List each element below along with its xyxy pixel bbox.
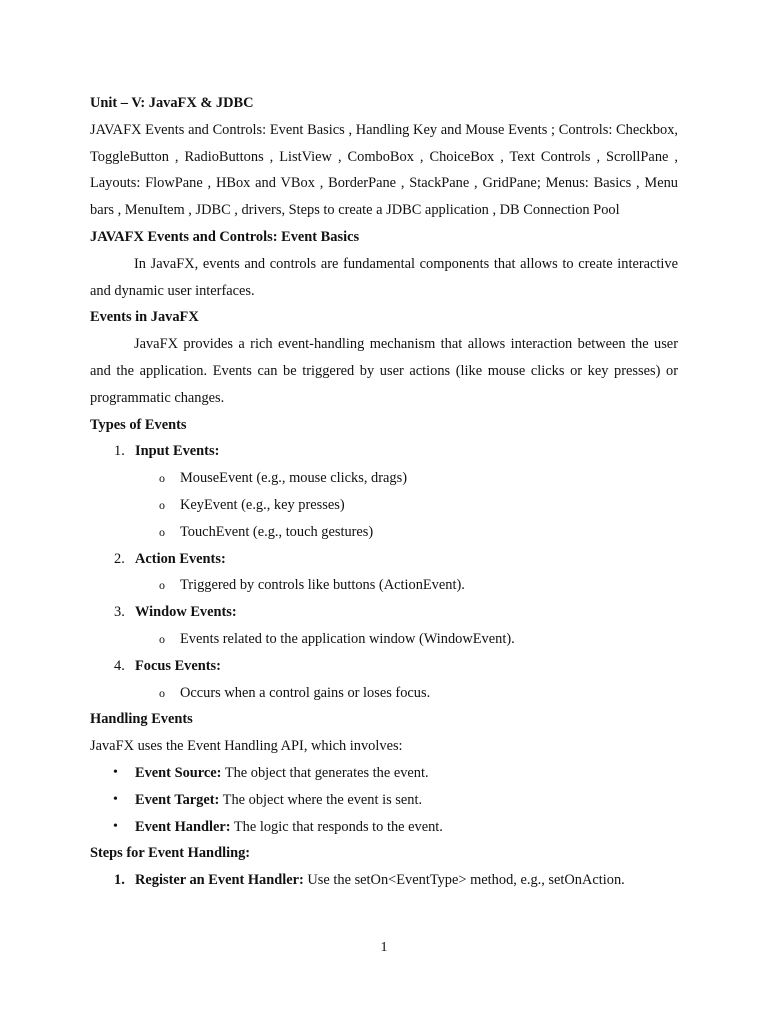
sub-item-text: TouchEvent (e.g., touch gestures) [180, 523, 374, 540]
syllabus-paragraph: JAVAFX Events and Controls: Event Basics , Handling Key and Mouse Events ; Controls: Checkbox, ToggleButton , RadioButtons , ListView , ComboBox , ChoiceBox , Text Controls , ScrollPane , Layouts: FlowPane , HBox and VBox , BorderPane , StackPane , GridPane; Menus: Basics , Menu bars , MenuItem , JDBC , drivers, Steps to create a JDBC application , DB Connection Pool [90, 121, 678, 219]
event-type-item-input [90, 438, 678, 465]
list-number: 1. [114, 443, 125, 460]
circle-bullet-icon: o [159, 471, 165, 486]
event-type-label: Action Events: [135, 550, 226, 567]
bullet-label: Event Source: [135, 764, 222, 781]
sub-item-text: Occurs when a control gains or loses focus. [180, 684, 431, 701]
event-type-label: Window Events: [135, 604, 237, 621]
bullet-dot-icon: • [113, 791, 118, 807]
section-title-events-in-javafx: Events in JavaFX [90, 309, 199, 326]
sub-item [90, 680, 678, 707]
events-in-javafx-paragraph: JavaFX provides a rich event-handling mechanism that allows interaction between the user and the application. Events can be triggered by user actions (like mouse clicks or key presses) or programmatic changes. [90, 336, 678, 406]
event-type-item-focus [90, 653, 678, 680]
section-title-steps: Steps for Event Handling: [90, 845, 251, 862]
sub-item-text: KeyEvent (e.g., key presses) [180, 496, 345, 513]
event-basics-paragraph: In JavaFX, events and controls are fundamental components that allows to create interactive and dynamic user interfaces. [90, 255, 678, 299]
sub-item [90, 519, 678, 546]
event-type-label: Focus Events: [135, 657, 221, 674]
section-title-handling-events: Handling Events [90, 711, 193, 728]
bullet-dot-icon: • [113, 818, 118, 834]
sub-item-text: Triggered by controls like buttons (ActionEvent). [180, 577, 465, 594]
circle-bullet-icon: o [159, 685, 165, 700]
bullet-text: The logic that responds to the event. [230, 818, 443, 835]
bullet-item [90, 760, 678, 787]
document-body [90, 90, 678, 894]
bullet-label: Event Handler: [135, 818, 231, 835]
circle-bullet-icon: o [159, 631, 165, 646]
step-item [90, 867, 678, 894]
page-number: 1 [380, 940, 388, 955]
sub-item-text: MouseEvent (e.g., mouse clicks, drags) [180, 470, 407, 487]
list-number: 1. [114, 872, 125, 889]
event-type-item-action [90, 546, 678, 573]
handling-intro: JavaFX uses the Event Handling API, which involves: [90, 738, 403, 755]
event-type-item-window [90, 599, 678, 626]
step-label: Register an Event Handler: [135, 872, 304, 889]
sub-item [90, 626, 678, 653]
bullet-dot-icon: • [113, 764, 118, 780]
sub-item [90, 465, 678, 492]
step-text: Use the setOn<EventType> method, e.g., setOnAction. [303, 872, 625, 889]
list-number: 2. [114, 550, 125, 567]
circle-bullet-icon: o [159, 578, 165, 593]
bullet-text: The object that generates the event. [221, 764, 429, 781]
event-type-label: Input Events: [135, 443, 220, 460]
unit-heading: Unit – V: JavaFX & JDBC [90, 95, 254, 111]
sub-item-text: Events related to the application window (WindowEvent). [180, 630, 515, 647]
bullet-text: The object where the event is sent. [219, 791, 423, 808]
circle-bullet-icon: o [159, 497, 165, 512]
section-title-event-basics: JAVAFX Events and Controls: Event Basics [90, 228, 360, 245]
bullet-label: Event Target: [135, 791, 220, 808]
bullet-item [90, 814, 678, 841]
sub-item [90, 572, 678, 599]
bullet-item [90, 787, 678, 814]
sub-item [90, 492, 678, 519]
section-title-types-of-events: Types of Events [90, 416, 187, 433]
circle-bullet-icon: o [159, 524, 165, 539]
list-number: 3. [114, 604, 125, 621]
list-number: 4. [114, 657, 125, 674]
